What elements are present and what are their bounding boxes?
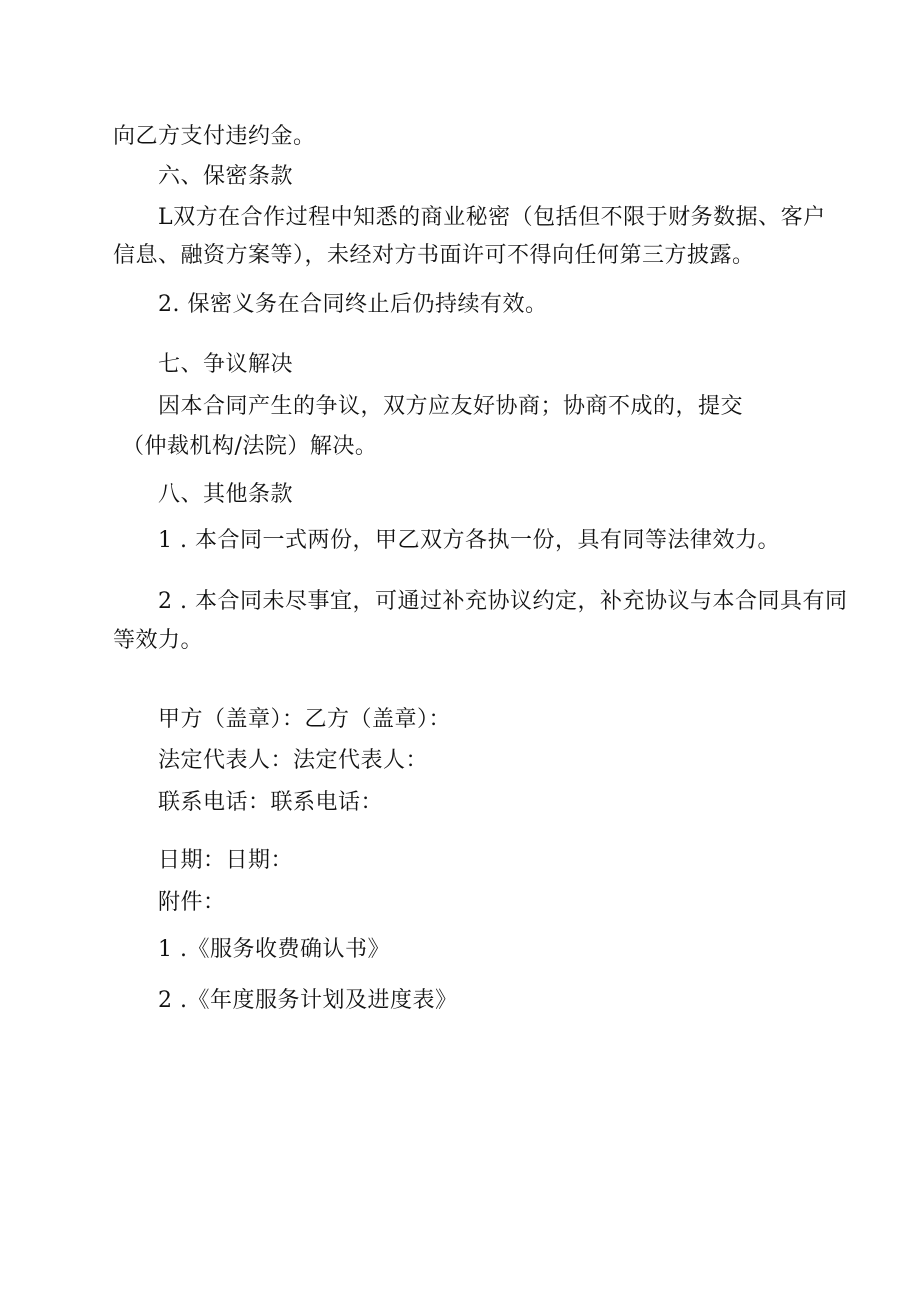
signature-dates: 日期：日期： bbox=[158, 848, 294, 873]
other-terms-item2-line1: 2 . 本合同未尽事宜，可通过补充协议约定，补充协议与本合同具有同 bbox=[158, 589, 848, 614]
signature-representatives: 法定代表人：法定代表人： bbox=[158, 748, 429, 773]
dispute-line2: （仲裁机构/法院）解决。 bbox=[122, 434, 378, 459]
confidentiality-item1-line1: L双方在合作过程中知悉的商业秘密（包括但不限于财务数据、客户 bbox=[158, 205, 826, 230]
signature-phones: 联系电话：联系电话： bbox=[158, 790, 384, 815]
attachments-heading: 附件： bbox=[158, 890, 226, 915]
penalty-clause-tail: 向乙方支付违约金。 bbox=[113, 124, 316, 149]
dispute-heading: 七、争议解决 bbox=[158, 352, 294, 377]
confidentiality-heading: 六、保密条款 bbox=[158, 164, 294, 189]
dispute-line1: 因本合同产生的争议，双方应友好协商；协商不成的，提交 bbox=[158, 394, 744, 419]
attachment-item2: 2 .《年度服务计划及进度表》 bbox=[158, 988, 458, 1013]
signature-parties: 甲方（盖章）：乙方（盖章）： bbox=[158, 707, 452, 732]
confidentiality-item1-line2: 信息、融资方案等），未经对方书面许可不得向任何第三方披露。 bbox=[113, 243, 755, 268]
attachment-item1: 1 .《服务收费确认书》 bbox=[158, 937, 390, 962]
other-terms-heading: 八、其他条款 bbox=[158, 482, 294, 507]
other-terms-item2-line2: 等效力。 bbox=[113, 628, 204, 653]
other-terms-item1: 1 . 本合同一式两份，甲乙双方各执一份，具有同等法律效力。 bbox=[158, 528, 780, 553]
confidentiality-item2: 2. 保密义务在合同终止后仍持续有效。 bbox=[158, 292, 548, 317]
